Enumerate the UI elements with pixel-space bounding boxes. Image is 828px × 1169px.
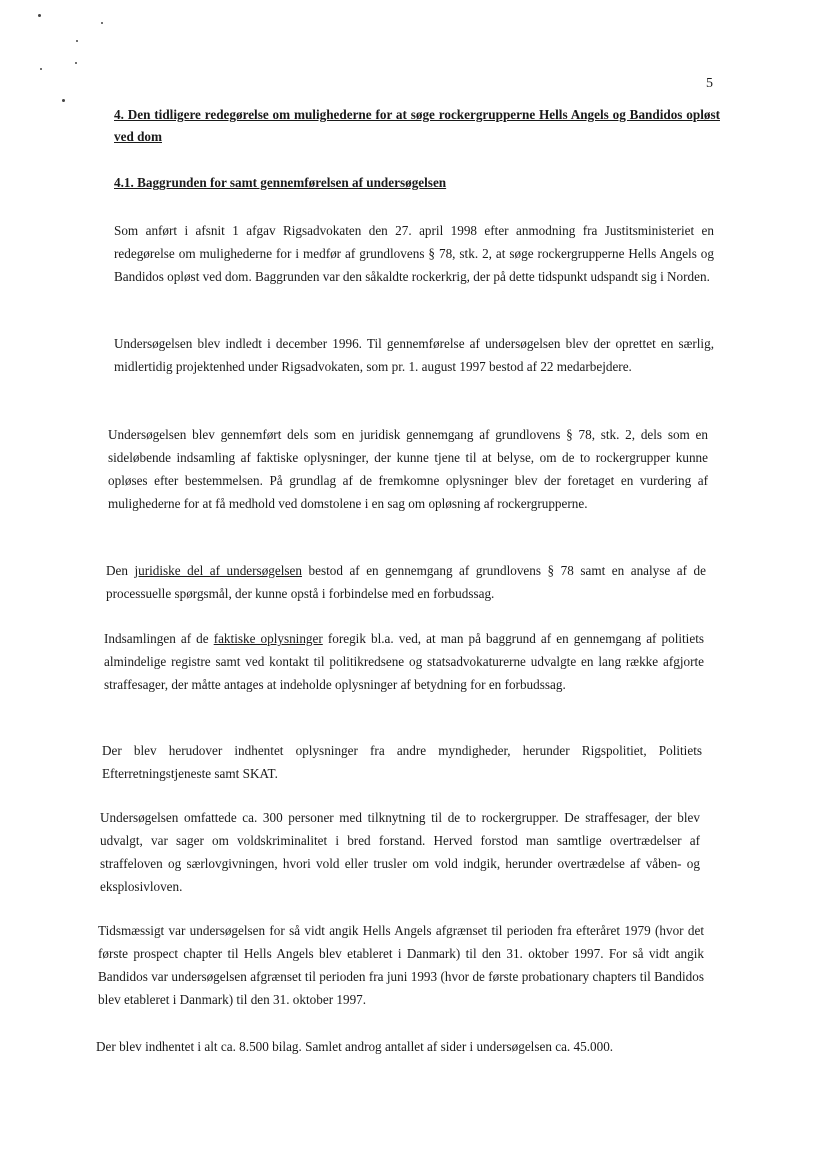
scan-speck [76,40,78,42]
paragraph-legal-part [106,559,706,605]
facts-underlined: faktiske oplysninger [213,631,323,646]
paragraph-authorities: Der blev herudover indhentet oplysninger fra andre myndigheder, herunder Rigspolitiet, Politiets Efterretningstjeneste samt SKAT. [102,743,702,781]
scan-speck [40,68,42,70]
paragraph-legal-part-post: bestod af en gennemgang af grundlovens § 78 samt en analyse af de processuelle spørgsmål, der kunne opstå i forbindelse med en forbudssag. [106,563,706,601]
scan-speck [38,14,41,17]
legal-part-underlined: juridiske del af undersøgelsen [134,563,302,578]
paragraph-method: Undersøgelsen blev gennemført dels som en juridisk gennemgang af grundlovens § 78, stk. 2, dels som en sideløbende indsamling af faktiske oplysninger, der kunne tjene til at belyse, om de to rockergrupper kunne opløses efter bestemmelsen. På grundlag af de fremkomne oplysninger blev der foretaget en vurdering af mulighederne for at få medhold ved domstolene i en sag om opløsning af rockergrupperne. [108,427,708,511]
section-heading: 4. Den tidligere redegørelse om mulighederne for at søge rockergrupperne Hells Angels og Bandidos opløst ved dom [114,107,720,144]
scan-speck [101,22,103,24]
page-number: 5 [706,76,713,91]
paragraph-start: Undersøgelsen blev indledt i december 1996. Til gennemførelse af undersøgelsen blev der oprettet en særlig, midlertidig projektenhed under Rigsadvokaten, som pr. 1. august 1997 bestod af 22 medarbejdere. [114,336,714,374]
paragraph-facts [104,627,704,696]
paragraph-facts-pre: Indsamlingen af de [104,631,214,646]
scan-speck [75,62,77,64]
paragraph-period: Tidsmæssigt var undersøgelsen for så vidt angik Hells Angels afgrænset til perioden fra efteråret 1979 (hvor det første prospect chapter til Hells Angels blev etableret i Danmark) til den 31. oktober 1997. For så vidt angik Bandidos var undersøgelsen afgrænset til perioden fra juni 1993 (hvor de første probationary chapters til Bandidos blev etableret i Danmark) til den 31. oktober 1997. [98,923,704,1007]
paragraph-facts-post: foregik bl.a. ved, at man på baggrund af en gennemgang af politiets almindelige registre samt ved kontakt til politikredsene og statsadvokaturerne udvalgte en lang række afgjorte straffesager, der måtte antages at indeholde oplysninger af betydning for en forbudssag. [104,631,704,692]
paragraph-documents: Der blev indhentet i alt ca. 8.500 bilag. Samlet androg antallet af sider i undersøgelsen ca. 45.000. [96,1039,614,1054]
subsection-heading: 4.1. Baggrunden for samt gennemførelsen af undersøgelsen [114,175,447,190]
paragraph-scope: Undersøgelsen omfattede ca. 300 personer med tilknytning til de to rockergrupper. De straffesager, der blev udvalgt, var sager om voldskriminalitet i bred forstand. Herved forstod man samtlige overtrædelser af straffeloven og særlovgivningen, hvori vold eller trusler om vold indgik, herunder overtrædelse af våben- og eksplosivloven. [100,810,700,894]
scan-speck [62,99,65,102]
paragraph-legal-part-pre: Den [106,563,135,578]
paragraph-background: Som anført i afsnit 1 afgav Rigsadvokaten den 27. april 1998 efter anmodning fra Justitsministeriet en redegørelse om mulighederne for i medfør af grundlovens § 78, stk. 2, at søge rockergrupperne Hells Angels og Bandidos opløst ved dom. Baggrunden var den såkaldte rockerkrig, der på dette tidspunkt udspandt sig i Norden. [114,223,714,284]
